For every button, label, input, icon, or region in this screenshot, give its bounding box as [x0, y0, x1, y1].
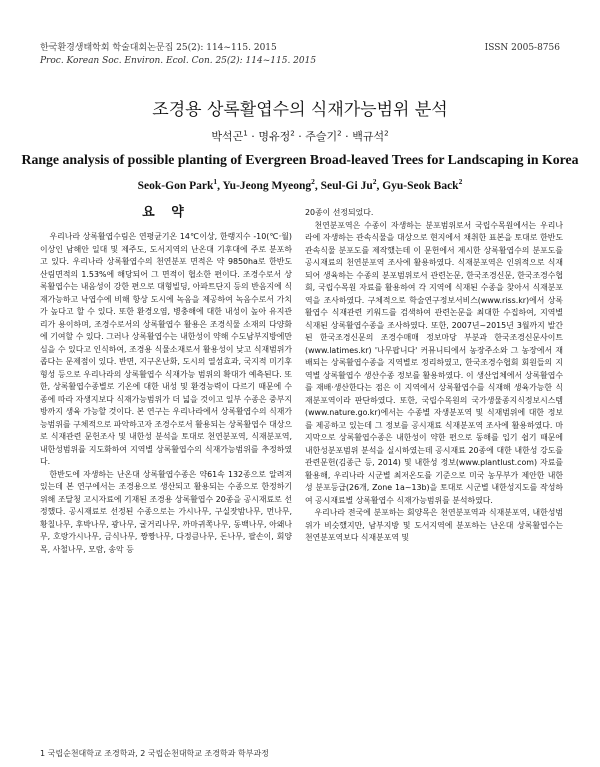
authors-korean: 박석곤$^1$ · 명유정$^2$ · 주슬기$^2$ · 백규석$^2$: [211, 128, 389, 143]
affil-mark: 2: [458, 177, 463, 187]
affil-mark: 1: [243, 128, 248, 138]
affil-mark: 2: [311, 177, 315, 187]
author-en: Yu-Jeong Myeong: [222, 180, 312, 192]
journal-header: [40, 42, 560, 68]
author-ko: 명유정: [258, 130, 291, 143]
footnote: 1 국립순천대학교 조경학과, 2 국립순천대학교 조경학과 학부과정: [40, 749, 269, 758]
journal-citation-ko: 한국환경생태학회 학술대회논문집 25(2): 114~115. 2015: [40, 43, 277, 53]
affil-mark: 1: [213, 177, 218, 187]
author-ko: 백규석: [352, 130, 385, 143]
body-paragraph: 천연분포역은 수종이 자생하는 분포범위로서 국립수목원에서는 우리나라에 자생하는 관속식물을 대상으로 현지에서 채취한 표본을 토대로 한반도 관속식물 분포도를 제작했는데 이 문헌에서 제시한 상록활엽수의 분포도를 공시재료의 천연분포역 조사에 활용하였다. 식재분포역은 인위적으로 식재되어 생육하는 수종의 분포범위로서 관련논문, 한국조경신문, 한국조경수협회, 국립수목원 자료를 활용하여 각 지역에 식재된 수종을 찾아서 식재분포역을 조사하였다. 구체적으로 학술연구정보서비스(www.riss.kr)에서 상록활엽수 식재관련 키워드를 검색하여 관련논문을 최대한 수집하여, 지역별 식재된 상록활엽수종을 조사하였다. 또한, 2007년~2015년 3월까지 발간된 한국조경신문의 조경수매매 정보마당 부분과 한국조경신문사이트(www.latimes.kr) '나무팝니다' 커뮤니티에서 농장주소와 그 농장에서 재배되는 상록활엽수종을 지역별로 정리하였고, 한국조경수협회 회원들의 지역별 상록활엽수 생산수종 정보를 활용하였다. 이 생산업체에서 상록활엽수를 재배·생산한다는 점은 이 지역에서 상록활엽수를 식재해 생육가능한 식재분포역이라 판단하였다. 또한, 국립수목원의 국가생물종지식정보시스템(www.nature.go.kr)에서는 수종별 자생분포역 및 식재범위에 대한 정보를 제공하고 있는데 그 정보를 공시재료 식재분포역 조사에 활용하였다. 마지막으로 상록활엽수종은 내한성이 약한 편으로 동해를 입기 쉽기 때문에 내한성분포범위 분석을 실시하였는데 공시재료 20종에 대한 내한성 강도를 관련문헌(김종근 등, 2014) 및 내한성 정보(www.plantlust.com) 자료를 활용해, 우리나라 시군별 최저온도를 기준으로 미국 농무부가 제안한 내한성 분포등급(26개, Zone 1a~13b)을 토대로 시군별 내한성지도를 작성하여 공시재료별 상록활엽수 식재가능범위를 분석하였다.: [305, 220, 563, 505]
affil-mark: 2: [384, 128, 389, 138]
author-ko: 박석곤: [211, 130, 244, 143]
journal-citation-en: Proc. Korean Soc. Environ. Ecol. Con. 25(2): 114~115. 2015: [40, 56, 317, 66]
body-paragraph: 우리나라 전국에 분포하는 회양목은 천연분포역과 식재분포역, 내한성범위가 비슷했지만, 남부지방 및 도서지역에 분포하는 난온대 상록활엽수는 천연분포역보다 식재분포역 및: [305, 508, 563, 542]
body-paragraph: 우리나라 상록활엽수림은 연평균기온 14℃이상, 한랭지수 -10(℃·월) 이상인 남해안 일대 및 제주도, 도서지역의 난온대 기후대에 주로 분포하고 있다. 우리나라 상록활엽수의 천연분포 면적은 약 9850ha로 한반도 산림면적의 1.53%에 해당되어 그 면적이 협소한 편이다. 조경수로서 상록활엽수는 내음성이 강한 편으로 대형빌딩, 아파트단지 등의 반음지에 식재가능하고 낙엽수에 비해 항상 도시에 녹음을 제공하여 녹음수로서 가치가 높다고 할 수 있다. 또한 환경오염, 병충해에 대한 내성이 높아 유지관리가 용이하며, 조경수로서의 상록활엽수 활용은 조경식물 소재의 다양화에 기여할 수 있다. 그러나 상록활엽수는 내한성이 약해 수도남부지방에만 심을 수 있다고 인식하여, 조경용 식물소재로서 활용성이 낮고 식재범위가 좁다는 문제점이 있다. 반면, 지구온난화, 도시의 열섬효과, 국지적 미기후 형성 등으로 우리나라의 상록활엽수 식재가능 범위의 확대가 예측된다. 또한, 상록활엽수종별로 기온에 대한 내성 및 환경능력이 다르기 때문에 수종에 따라 자생지보다 식재가능범위가 더 넓을 것이고 일부 수종은 중부지방까지 생육 가능할 것이다. 본 연구는 우리나라에서 상록활엽수의 식재가능범위를 구체적으로 파악하고자 조경수로서 활용되는 상록활엽수 대상으로 식재관련 문헌조사 및 내한성 분석을 토대로 천연분포역, 식재분포역, 내한성범위를 지도화하여 지역별 상록활엽수의 식재가능범위를 추정하였다.: [40, 232, 292, 466]
right-column: [305, 207, 563, 545]
abstract-heading: 요 약: [142, 205, 190, 220]
authors-english: Seok-Gon Park$^1$, Yu-Jeong Myeong$^2$, Seul-Gi Ju$^2$, Gyu-Seok Back$^2$: [137, 177, 463, 192]
title-english: Range analysis of possible planting of Evergreen Broad-leaved Trees for Landscaping in Korea: [21, 152, 579, 167]
body-paragraph: 한반도에 자생하는 난온대 상록활엽수종은 약61속 132종으로 알려져 있는데 본 연구에서는 조경용으로 생산되고 활용되는 수종으로 한정하기 위해 조달청 고시자료에 기재된 조경용 상록활엽수 20종을 공시재료로 선정했다. 공시재료로 선정된 수종으로는 가시나무, 구실잣밤나무, 먼나무, 황칠나무, 후박나무, 광나무, 굴거리나무, 까마귀쪽나무, 동백나무, 아왜나무, 호랑가시나무, 금식나무, 짱짱나무, 다정큼나무, 돈나무, 팔손이, 회양목, 사철나무, 모람, 송악 등: [40, 469, 292, 554]
left-column: [40, 207, 292, 556]
author-ko: 주슬기: [305, 130, 338, 143]
affil-mark: 2: [372, 177, 377, 187]
author-en: Seok-Gon Park: [137, 180, 214, 192]
affil-mark: 2: [290, 128, 295, 138]
issn: ISSN 2005-8756: [484, 43, 560, 53]
affil-mark: 2: [337, 128, 342, 138]
title-korean: 조경용 상록활엽수의 식재가능범위 분석: [152, 100, 448, 120]
author-en: Seul-Gi Ju: [320, 180, 373, 192]
author-en: Gyu-Seok Back: [382, 180, 459, 192]
body-paragraph: 20종이 선정되었다.: [305, 208, 374, 217]
